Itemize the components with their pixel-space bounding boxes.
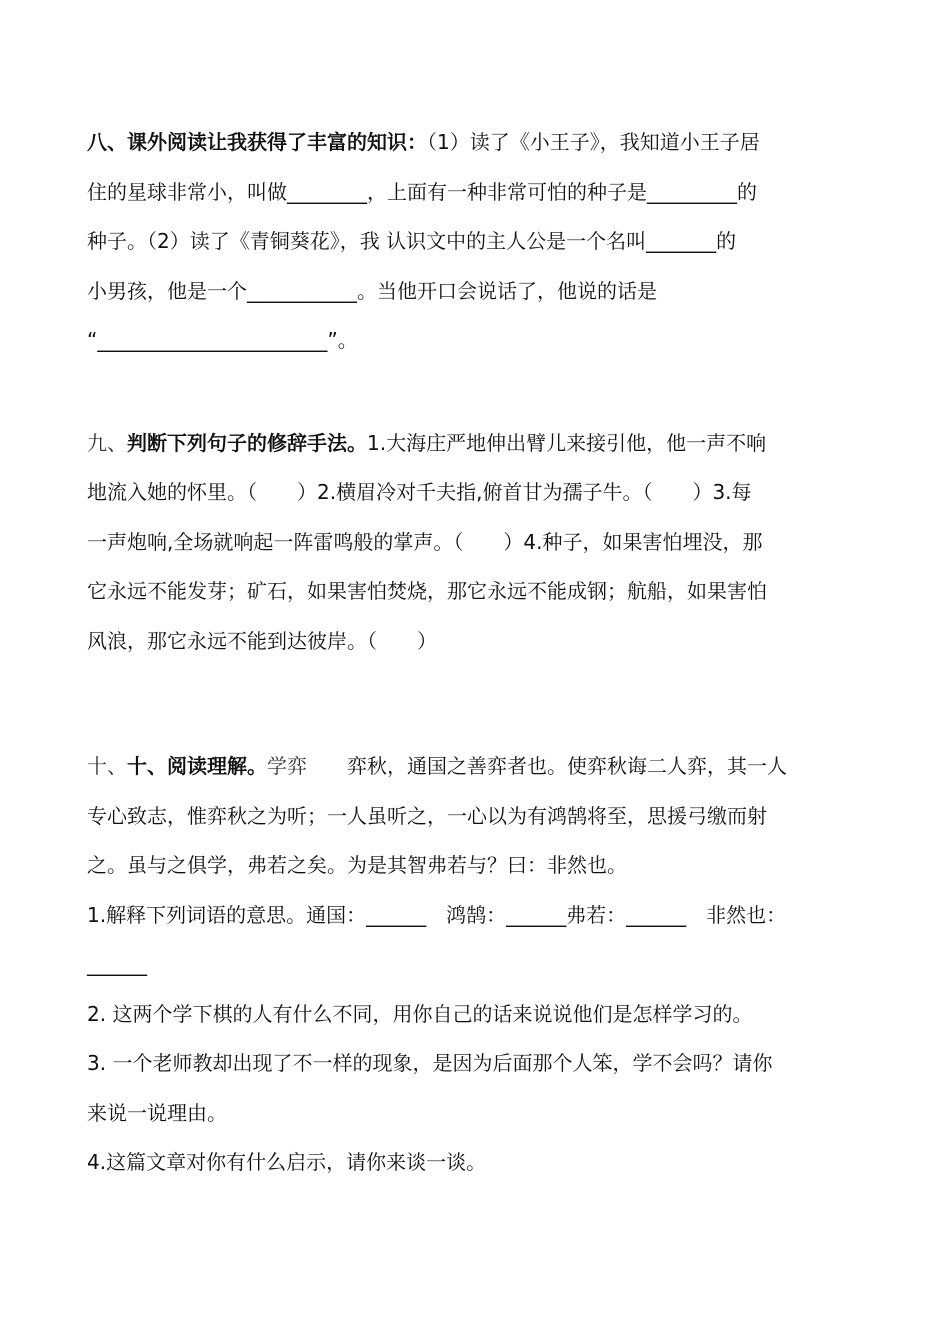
section-8: [87, 118, 867, 366]
section-10-title: 学弈: [267, 754, 307, 778]
section-9-line-5: 风浪，那它永远不能到达彼岸。（ ）: [87, 628, 437, 653]
section-10-line-3: 之。虽与之俱学，弗若之矣。为是其智弗若与？曰：非然也。: [87, 853, 627, 877]
question-4: 4.这篇文章对你有什么启示，请你来谈一谈。: [87, 1150, 487, 1174]
section-8-line-1: [87, 118, 867, 168]
section-8-line-5: “_______________________”。: [87, 328, 358, 352]
section-10: [87, 742, 867, 1188]
section-10-line-2: 专心致志，惟弈秋之为听；一人虽听之，一心以为有鸿鹄将至，思援弓缴而射: [87, 803, 767, 828]
question-2: 2. 这两个学下棋的人有什么不同，用你自己的话来说说他们是怎样学习的。: [87, 1001, 753, 1026]
section-10-text: 弈秋，通国之善弈者也。使弈秋诲二人弈，其一人: [347, 754, 787, 778]
section-9-heading: 判断下列句子的修辞手法。: [127, 430, 367, 455]
section-9-line-1: [87, 419, 867, 469]
section-8-line-4: 小男孩，他是一个___________。当他开口会说话了，他说的话是: [87, 278, 657, 303]
section-8-line-3: 种子。（2）读了《青铜葵花》，我 认识文中的主人公是一个名叫_______的: [87, 229, 737, 253]
section-10-heading: 十、阅读理解。: [127, 754, 267, 778]
section-8-heading: 八、课外阅读让我获得了丰富的知识：: [87, 130, 427, 154]
question-3-line-1: 3. 一个老师教却出现了不一样的现象，是因为后面那个人笨，学不会吗？请你: [87, 1051, 773, 1075]
section-9-number: 九、: [87, 430, 127, 455]
section-9-line-2: 地流入她的怀里。（ ）2.横眉冷对千夫指,俯首甘为孺子牛。（ ）3.每: [87, 480, 752, 504]
section-9-line-4: 它永远不能发芽；矿石，如果害怕焚烧，那它永远不能成钢；航船，如果害怕: [87, 579, 767, 603]
section-10-number: 十、: [87, 754, 127, 778]
section-8-line-2: 住的星球非常小，叫做________，上面有一种非常可怕的种子是_________的: [87, 179, 757, 204]
section-9-text: 1.大海庄严地伸出臂儿来接引他，他一声不响: [367, 430, 767, 455]
worksheet-page: [87, 118, 867, 1188]
question-3-line-2: 来说一说理由。: [87, 1100, 227, 1125]
question-1-continued: ______: [87, 952, 147, 976]
section-8-text: （1）读了《小王子》，我知道小王子居: [427, 130, 760, 154]
section-9: [87, 419, 867, 667]
question-1: 1.解释下列词语的意思。通国：______ 鸿鹄：______弗若：______ 非然也：: [87, 902, 787, 927]
section-10-line-1: [87, 742, 867, 792]
section-9-line-3: 一声炮响,全场就响起一阵雷鸣般的掌声。（ ）4.种子，如果害怕埋没，那: [87, 529, 763, 554]
